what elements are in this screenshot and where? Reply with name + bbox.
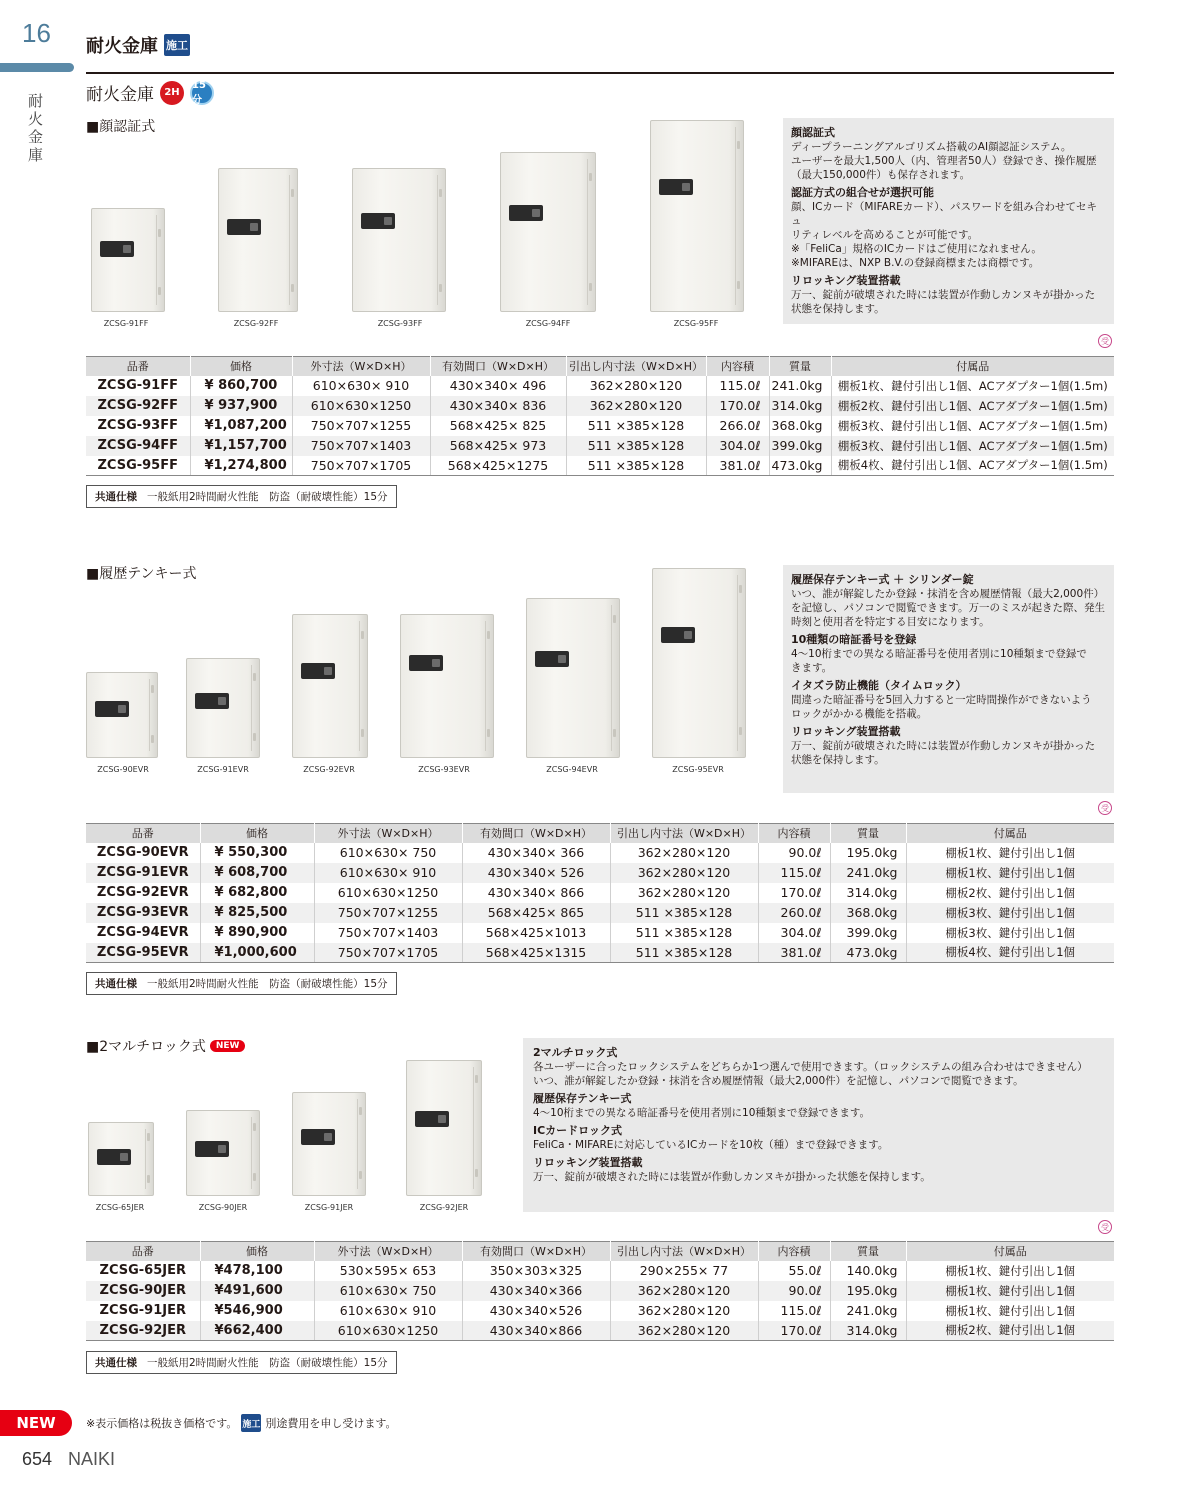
cell-opening: 430×340× 866 [462,883,610,903]
col-header: 外寸法（W×D×H） [314,1242,462,1261]
common-spec-label: 共通仕様 [95,978,137,990]
model-label: ZCSG-94EVR [546,765,598,774]
cell-weight: 473.0kg [830,943,906,963]
model-label: ZCSG-90JER [198,1203,248,1212]
cell-outer: 610×630× 910 [292,376,430,396]
cell-accessories: 棚板1枚、鍵付引出し1個、ACアダプター1個(1.5m) [831,376,1114,396]
cell-drawer: 290×255× 77 [610,1261,758,1281]
cell-volume: 381.0ℓ [758,943,830,963]
table-row [86,1321,1114,1341]
cell-model: ZCSG-95FF [86,456,190,476]
feature-box-multilock [523,1038,1114,1212]
model-label: ZCSG-94FF [525,319,571,328]
cell-opening: 430×340×526 [462,1301,610,1321]
cell-drawer: 362×280×120 [566,376,706,396]
safe-image [650,120,744,312]
cell-volume: 115.0ℓ [758,1301,830,1321]
feature-heading: リロッキング装置搭載 [791,274,901,287]
page-title: 耐火金庫 [86,36,158,57]
common-spec-text: 一般紙用2時間耐火性能 防盗（耐破壊性能）15分 [147,491,388,503]
spec-table-tenkey [86,823,1114,963]
safe-image [91,208,165,312]
cell-drawer: 511 ×385×128 [566,456,706,476]
footer-note [86,1414,396,1432]
subtitle-text: 耐火金庫 [86,85,154,105]
col-header: 外寸法（W×D×H） [292,357,430,376]
cell-weight: 241.0kg [830,1301,906,1321]
cell-outer: 610×630×1250 [292,396,430,416]
cell-model: ZCSG-91FF [97,378,178,393]
cell-drawer: 362×280×120 [610,883,758,903]
common-spec-text: 一般紙用2時間耐火性能 防盗（耐破壊性能）15分 [147,978,388,990]
cell-weight: 314.0kg [830,1321,906,1341]
feature-body: いつ、誰が解錠したか登録・抹消を含め履歴情報（最大2,000件） を記憶し、パソコンで閲覧できます。万一のミスが起きた際、発生 時刻と使用者を特定する目安になります。 [791,588,1105,628]
cell-accessories: 棚板3枚、鍵付引出し1個 [906,923,1114,943]
cell-weight: 368.0kg [830,903,906,923]
cell-volume: 304.0ℓ [706,436,769,456]
cell-outer: 530×595× 653 [314,1261,462,1281]
cell-price: ¥1,157,700 [190,436,292,456]
feature-body: 間違った暗証番号を5回入力すると一定時間操作ができないよう ロックがかかる機能を搭載。 [791,694,1092,720]
col-header: 付属品 [906,1242,1114,1261]
cell-volume: 90.0ℓ [758,1281,830,1301]
cell-price: ¥478,100 [200,1261,314,1281]
cell-volume: 304.0ℓ [758,923,830,943]
cell-volume: 115.0ℓ [706,376,769,396]
cell-drawer: 511 ×385×128 [566,416,706,436]
cell-model: ZCSG-91JER [99,1303,186,1318]
col-header: 引出し内寸法（W×D×H） [610,1242,758,1261]
common-spec-text: 一般紙用2時間耐火性能 防盗（耐破壊性能）15分 [147,1357,388,1369]
cell-model: ZCSG-94EVR [96,925,189,940]
feature-heading: 認証方式の組合せが選択可能 [791,186,934,199]
header-rule [86,72,1114,74]
cell-model: ZCSG-91EVR [86,863,200,883]
model-label: ZCSG-91FF [103,319,149,328]
cell-outer: 610×630×1250 [314,1321,462,1341]
safe-image [292,1092,366,1196]
feature-body: 4～10桁までの異なる暗証番号を使用者別に10種類まで登録できます。 [533,1107,871,1119]
feature-box-tenkey [783,565,1114,793]
common-spec-multilock [86,1351,397,1374]
table-row [86,923,1114,943]
safe-image [406,1060,482,1196]
cell-model: ZCSG-65JER [99,1263,186,1278]
feature-heading: リロッキング装置搭載 [533,1156,643,1169]
model-label: ZCSG-65JER [95,1203,145,1212]
safe-image [400,614,494,758]
table-row [86,863,1114,883]
feature-body: 万一、錠前が破壊された時には装置が作動しカンヌキが掛かった状態を保持します。 [533,1171,931,1183]
cell-weight: 195.0kg [830,1281,906,1301]
cell-opening: 568×425× 973 [430,436,566,456]
cell-weight: 473.0kg [769,456,831,476]
common-spec-tenkey [86,972,397,995]
common-spec-face [86,485,397,508]
cell-volume: 266.0ℓ [706,416,769,436]
safe-image [292,614,368,758]
safe-image [186,658,260,758]
table-row [86,843,1114,863]
cell-accessories: 棚板2枚、鍵付引出し1個 [906,1321,1114,1341]
order-made-icon: 受 [1098,801,1112,815]
cell-outer: 610×630× 750 [314,1281,462,1301]
table-row [86,436,1114,456]
cell-opening: 430×340×866 [462,1321,610,1341]
chapter-tab [0,63,74,72]
cell-weight: 399.0kg [769,436,831,456]
cell-outer: 610×630× 910 [314,1301,462,1321]
cell-price: ¥ 937,900 [190,396,292,416]
cell-weight: 241.0kg [769,376,831,396]
cell-drawer: 511 ×385×128 [610,943,758,963]
cell-model: ZCSG-92EVR [96,885,189,900]
cell-weight: 368.0kg [769,416,831,436]
cell-volume: 115.0ℓ [758,863,830,883]
cell-model: ZCSG-92FF [86,396,190,416]
feature-body: 万一、錠前が破壊された時には装置が作動しカンヌキが掛かった 状態を保持します。 [791,740,1096,766]
cell-model: ZCSG-93EVR [86,903,200,923]
feature-body: ディープラーニングアルゴリズム搭載のAI顔認証システム。 ユーザーを最大1,500人（内、管理者50人）登録でき、操作履歴 （最大150,000件）も保存されます。 [791,141,1097,181]
col-header: 有効間口（W×D×H） [462,1242,610,1261]
feature-body: 顔、ICカード（MIFAREカード）、パスワードを組み合わせてセキュ リティレベルを高めることが可能です。 ※「FeliCa」規格のICカードはご使用になれません。 ※MIFAREは、NXP B.V.の登録商標または商標です。 [791,201,1098,269]
col-header: 付属品 [831,357,1114,376]
safe-image [186,1110,260,1196]
table-row [86,1301,1114,1321]
cell-opening: 350×303×325 [462,1261,610,1281]
safe-image [500,152,596,312]
cell-volume: 170.0ℓ [758,1321,830,1341]
cell-price: ¥546,900 [200,1301,314,1321]
cell-opening: 568×425×1275 [430,456,566,476]
table-row [86,1281,1114,1301]
cell-accessories: 棚板1枚、鍵付引出し1個 [906,1281,1114,1301]
feature-body: 万一、錠前が破壊された時には装置が作動しカンヌキが掛かった 状態を保持します。 [791,289,1096,315]
col-header: 引出し内寸法（W×D×H） [610,824,758,843]
new-tab: NEW [0,1410,72,1436]
col-header: 引出し内寸法（W×D×H） [566,357,706,376]
feature-body: 4～10桁までの異なる暗証番号を使用者別に10種類まで登録で きます。 [791,648,1087,674]
table-row [86,943,1114,963]
feature-box-face [783,118,1114,324]
fee-note: 別途費用を申し受けます。 [265,1417,397,1430]
cell-drawer: 362×280×120 [610,843,758,863]
col-header: 有効間口（W×D×H） [430,357,566,376]
common-spec-label: 共通仕様 [95,1357,137,1369]
cell-price: ¥ 860,700 [190,376,292,396]
model-label: ZCSG-92EVR [303,765,355,774]
cell-drawer: 511 ×385×128 [566,436,706,456]
cell-weight: 140.0kg [830,1261,906,1281]
cell-price: ¥ 890,900 [200,923,314,943]
product-images-face [86,110,776,328]
feature-heading: 2マルチロック式 [533,1046,618,1059]
safe-image [88,1122,154,1196]
construction-badge: 施工 [241,1414,261,1432]
cell-volume: 381.0ℓ [706,456,769,476]
model-label: ZCSG-91EVR [197,765,249,774]
cell-outer: 610×630× 910 [314,863,462,883]
cell-price: ¥1,000,600 [200,943,314,963]
order-made-icon: 受 [1098,1220,1112,1234]
common-spec-label: 共通仕様 [95,491,137,503]
product-images-tenkey [86,560,776,774]
cell-outer: 750×707×1403 [292,436,430,456]
cell-drawer: 362×280×120 [610,1321,758,1341]
cell-accessories: 棚板3枚、鍵付引出し1個、ACアダプター1個(1.5m) [831,436,1114,456]
cell-opening: 430×340× 366 [462,843,610,863]
cell-weight: 314.0kg [769,396,831,416]
cell-opening: 430×340× 836 [430,396,566,416]
model-label: ZCSG-95EVR [672,765,724,774]
col-header: 内容積 [706,357,769,376]
new-badge: NEW [210,1040,246,1052]
safe-image [86,672,158,758]
cell-price: ¥ 608,700 [200,863,314,883]
cell-outer: 610×630×1250 [314,883,462,903]
section-title-text: ■履歴テンキー式 [86,566,197,582]
cell-opening: 568×425× 825 [430,416,566,436]
col-header: 外寸法（W×D×H） [314,824,462,843]
cell-accessories: 棚板3枚、鍵付引出し1個、ACアダプター1個(1.5m) [831,416,1114,436]
cell-volume: 55.0ℓ [758,1261,830,1281]
cell-price: ¥1,274,800 [190,456,292,476]
chapter-label: 耐火金庫 [28,92,44,164]
order-made-icon: 受 [1098,334,1112,348]
cell-weight: 314.0kg [830,883,906,903]
cell-model: ZCSG-93FF [97,418,178,433]
cell-price: ¥ 682,800 [200,883,314,903]
safe-image [352,168,446,312]
cell-model: ZCSG-92JER [86,1321,200,1341]
cell-opening: 430×340× 496 [430,376,566,396]
feature-heading: 履歴保存テンキー式 ＋ シリンダー錠 [791,573,974,586]
table-row [86,883,1114,903]
feature-heading: 10種類の暗証番号を登録 [791,633,917,646]
feature-heading: イタズラ防止機能（タイムロック） [791,679,967,692]
section-title-text: ■2マルチロック式 [86,1039,206,1055]
page-header [86,32,190,58]
fire-rating-icon: 2H [160,81,184,105]
model-label: ZCSG-95FF [673,319,719,328]
cell-price: ¥ 550,300 [200,843,314,863]
cell-drawer: 362×280×120 [610,1281,758,1301]
cell-outer: 750×707×1705 [314,943,462,963]
spec-table-multilock [86,1241,1114,1341]
safe-image [652,568,746,758]
cell-accessories: 棚板1枚、鍵付引出し1個 [906,843,1114,863]
cell-model: ZCSG-94FF [86,436,190,456]
cell-weight: 241.0kg [830,863,906,883]
spec-table-face [86,356,1114,476]
col-header: 質量 [769,357,831,376]
cell-drawer: 511 ×385×128 [610,923,758,943]
col-header: 品番 [86,1242,200,1261]
cell-accessories: 棚板1枚、鍵付引出し1個 [906,1301,1114,1321]
price-note: ※表示価格は税抜き価格です。 [86,1417,238,1430]
col-header: 付属品 [906,824,1114,843]
brand-name: NAIKI [68,1449,116,1469]
cell-weight: 195.0kg [830,843,906,863]
model-label: ZCSG-93EVR [418,765,470,774]
cell-volume: 90.0ℓ [758,843,830,863]
cell-volume: 260.0ℓ [758,903,830,923]
table-row [86,1261,1114,1281]
page-number: 654 [22,1449,53,1469]
cell-outer: 750×707×1705 [292,456,430,476]
feature-body: 各ユーザーに合ったロックシステムをどちらか1つ選んで使用できます。（ロックシステムの組み合わせはできません） いつ、誰が解錠したか登録・抹消を含め履歴情報（最大2,000件）を記憶し、パソコンで閲覧できます。 [533,1061,1088,1087]
cell-drawer: 362×280×120 [566,396,706,416]
cell-drawer: 511 ×385×128 [610,903,758,923]
col-header: 質量 [830,1242,906,1261]
cell-model: ZCSG-95EVR [86,943,200,963]
cell-opening: 568×425×1013 [462,923,610,943]
col-header: 内容積 [758,1242,830,1261]
cell-accessories: 棚板1枚、鍵付引出し1個 [906,863,1114,883]
cell-model: ZCSG-90EVR [96,845,189,860]
table-row [86,903,1114,923]
table-row [86,376,1114,396]
cell-opening: 568×425× 865 [462,903,610,923]
safe-image [526,598,620,758]
table-row [86,416,1114,436]
table-row [86,456,1114,476]
model-label: ZCSG-90EVR [97,765,149,774]
cell-volume: 170.0ℓ [706,396,769,416]
col-header: 有効間口（W×D×H） [462,824,610,843]
cell-opening: 568×425×1315 [462,943,610,963]
cell-outer: 750×707×1255 [292,416,430,436]
cell-volume: 170.0ℓ [758,883,830,903]
cell-outer: 750×707×1255 [314,903,462,923]
cell-price: ¥662,400 [200,1321,314,1341]
burglary-rating-icon: 15分 [190,81,214,105]
cell-drawer: 362×280×120 [610,1301,758,1321]
col-header: 内容積 [758,824,830,843]
cell-outer: 610×630× 750 [314,843,462,863]
cell-price: ¥491,600 [200,1281,314,1301]
cell-opening: 430×340×366 [462,1281,610,1301]
feature-body: FeliCa・MIFAREに対応しているICカードを10枚（種）まで登録できます。 [533,1139,889,1151]
table-row [86,396,1114,416]
col-header: 価格 [200,824,314,843]
col-header: 価格 [200,1242,314,1261]
safe-image [218,168,298,312]
col-header: 品番 [86,357,190,376]
chapter-number: 16 [22,18,51,48]
feature-heading: 履歴保存テンキー式 [533,1092,632,1105]
col-header: 品番 [86,824,200,843]
cell-price: ¥1,087,200 [190,416,292,436]
feature-heading: 顔認証式 [791,126,835,139]
col-header: 価格 [190,357,292,376]
cell-price: ¥ 825,500 [200,903,314,923]
cell-accessories: 棚板1枚、鍵付引出し1個 [906,1261,1114,1281]
cell-opening: 430×340× 526 [462,863,610,883]
subtitle [86,80,214,105]
cell-accessories: 棚板4枚、鍵付引出し1個 [906,943,1114,963]
feature-heading: リロッキング装置搭載 [791,725,901,738]
cell-accessories: 棚板4枚、鍵付引出し1個、ACアダプター1個(1.5m) [831,456,1114,476]
cell-model: ZCSG-90JER [86,1281,200,1301]
model-label: ZCSG-92FF [233,319,279,328]
cell-outer: 750×707×1403 [314,923,462,943]
feature-heading: ICカードロック式 [533,1124,622,1137]
col-header: 質量 [830,824,906,843]
cell-accessories: 棚板2枚、鍵付引出し1個 [906,883,1114,903]
cell-weight: 399.0kg [830,923,906,943]
construction-badge: 施工 [164,34,190,56]
product-images-multilock [86,1052,506,1212]
cell-accessories: 棚板2枚、鍵付引出し1個、ACアダプター1個(1.5m) [831,396,1114,416]
model-label: ZCSG-92JER [419,1203,469,1212]
section-title-text: ■顔認証式 [86,119,156,135]
cell-drawer: 362×280×120 [610,863,758,883]
cell-accessories: 棚板3枚、鍵付引出し1個 [906,903,1114,923]
model-label: ZCSG-91JER [304,1203,354,1212]
model-label: ZCSG-93FF [377,319,423,328]
